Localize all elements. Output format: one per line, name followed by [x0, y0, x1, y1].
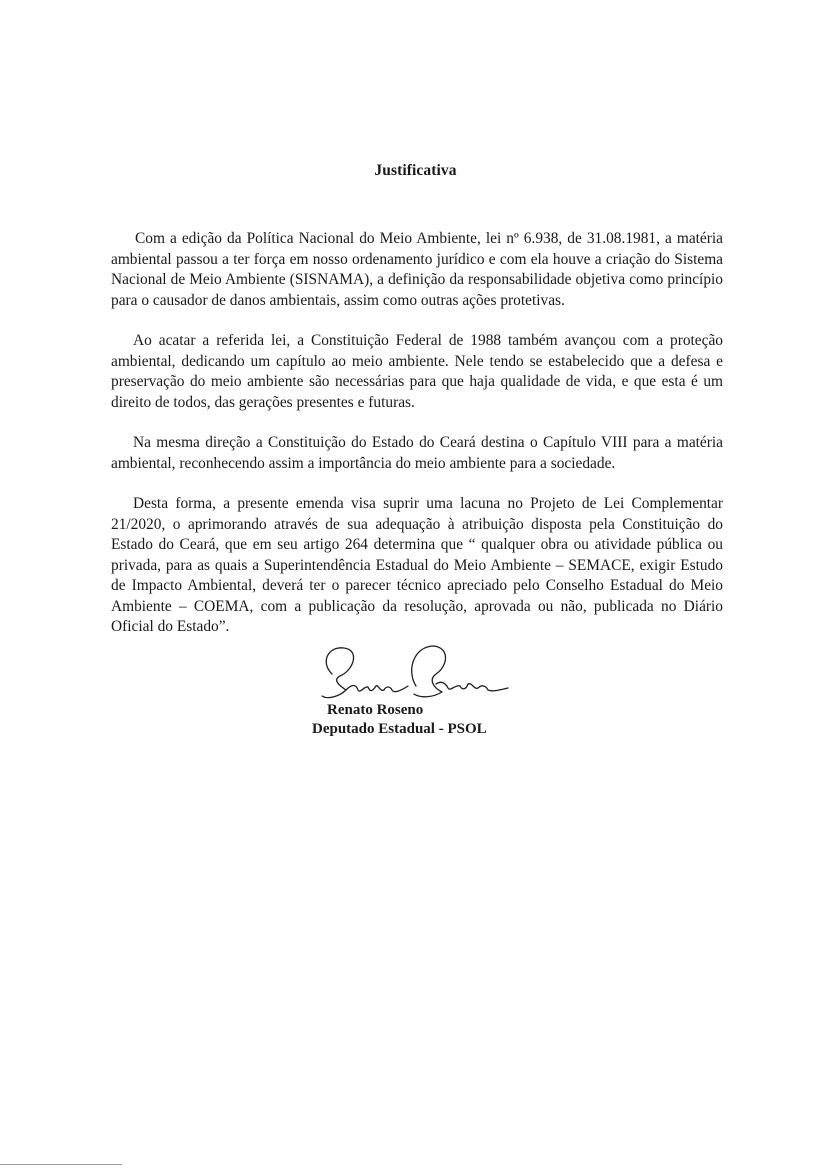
document-title: Justificativa [374, 162, 457, 179]
document-body [111, 229, 723, 658]
paragraph-3: Na mesma direção a Constituição do Estado do Ceará destina o Capítulo VIII para a matéria ambiental, reconhecendo assim a importância do meio ambiente para a sociedade. [111, 434, 723, 472]
paragraph-2: Ao acatar a referida lei, a Constituição Federal de 1988 também avançou com a proteção ambiental, dedicando um capítulo ao meio ambiente. Nele tendo se estabelecido que a defesa e preservação do meio ambiente são necessárias para que haja qualidade de vida, e que esta é um direito de todos, das gerações presentes e futuras. [111, 332, 723, 411]
signature-block [300, 640, 540, 750]
signer-role: Deputado Estadual - PSOL [312, 721, 487, 737]
footer-divider [0, 1164, 122, 1165]
paragraph-4: Desta forma, a presente emenda visa suprir uma lacuna no Projeto de Lei Complementar 21/2020, o aprimorando através de sua adequação à atribuição disposta pela Constituição do Estado do Ceará, que em seu artigo 264 determina que “ qualquer obra ou atividade pública ou privada, para as quais a Superintendência Estadual do Meio Ambiente – SEMACE, exigir Estudo de Impacto Ambiental, deverá ter o parecer técnico apreciado pelo Conselho Estadual do Meio Ambiente – COEMA, com a publicação da resolução, aprovada ou não, publicada no Diário Oficial do Estado”. [111, 495, 723, 635]
paragraph-1: Com a edição da Política Nacional do Meio Ambiente, lei nº 6.938, de 31.08.1981, a matéria ambiental passou a ter força em nosso ordenamento jurídico e com ela houve a criação do Sistema Nacional de Meio Ambiente (SISNAMA), a definição da responsabilidade objetiva como princípio para o causador de danos ambientais, assim como outras ações protetivas. [111, 230, 723, 309]
signer-name: Renato Roseno [327, 702, 424, 718]
